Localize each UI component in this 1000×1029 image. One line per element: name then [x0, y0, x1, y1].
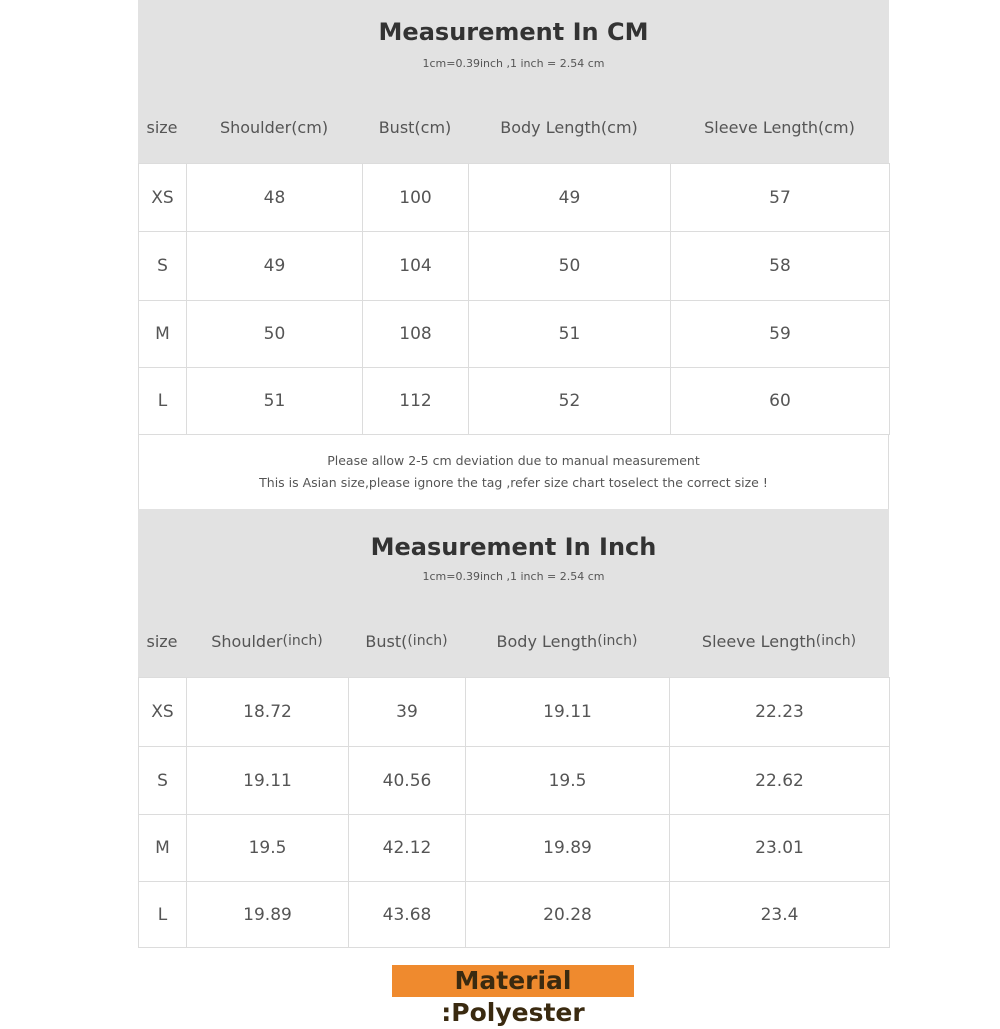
inch-subtitle: 1cm=0.39inch ,1 inch = 2.54 cm: [422, 570, 605, 583]
note-asian-size: This is Asian size,please ignore the tag ,refer size chart toselect the correct size !: [259, 475, 768, 490]
inch-header-row: [138, 624, 889, 658]
sleeve-length-cell: 60: [671, 368, 890, 435]
inch-header-bust: [348, 624, 465, 658]
table-row: [139, 368, 890, 435]
cm-header-block: [138, 0, 889, 163]
cm-header-size: size: [146, 117, 178, 137]
bust-cell: 40.56: [349, 747, 466, 815]
cm-table: [138, 163, 890, 435]
header-unit: (inch): [815, 633, 857, 649]
body-length-cell: 19.89: [466, 815, 670, 882]
body-length-cell: 50: [469, 232, 671, 301]
body-length-cell: 20.28: [466, 882, 670, 948]
bust-cell: 39: [349, 678, 466, 747]
header-main: Shoulder: [211, 631, 283, 651]
bust-cell: 104: [363, 232, 469, 301]
body-length-cell: 49: [469, 164, 671, 232]
body-length-cell: 19.11: [466, 678, 670, 747]
body-length-cell: 19.5: [466, 747, 670, 815]
bust-cell: 112: [363, 368, 469, 435]
cm-header-sleeve-length: Sleeve Length(cm): [704, 117, 855, 137]
size-cell: L: [139, 882, 187, 948]
inch-table: [138, 677, 890, 948]
table-row: [139, 678, 890, 747]
shoulder-cell: 19.89: [187, 882, 349, 948]
size-cell: M: [139, 301, 187, 368]
header-main: Sleeve Length: [701, 631, 816, 651]
size-cell: XS: [139, 164, 187, 232]
shoulder-cell: 50: [187, 301, 363, 368]
cm-header-bust: Bust(cm): [378, 117, 452, 137]
table-row: [139, 747, 890, 815]
shoulder-cell: 19.5: [187, 815, 349, 882]
bust-cell: 43.68: [349, 882, 466, 948]
header-main: Body Length: [496, 631, 598, 651]
bust-cell: 42.12: [349, 815, 466, 882]
header-main: Bust(: [365, 631, 408, 651]
note-deviation: Please allow 2-5 cm deviation due to manual measurement: [327, 453, 700, 468]
cm-title: Measurement In CM: [378, 18, 649, 46]
sleeve-length-cell: 58: [671, 232, 890, 301]
size-cell: L: [139, 368, 187, 435]
cm-header-row: [138, 110, 889, 144]
material-label: Material :Polyester: [392, 965, 634, 997]
table-row: [139, 232, 890, 301]
sleeve-length-cell: 59: [671, 301, 890, 368]
inch-section: [138, 509, 889, 948]
size-cell: S: [139, 232, 187, 301]
header-unit: (inch): [597, 633, 638, 649]
table-row: [139, 164, 890, 232]
header-unit: (inch): [282, 633, 323, 649]
inch-header-sleeve-length: [669, 624, 889, 658]
size-cell: S: [139, 747, 187, 815]
cm-header-body-length: Body Length(cm): [500, 117, 638, 137]
header-main: size: [146, 631, 178, 651]
sleeve-length-cell: 23.01: [670, 815, 890, 882]
inch-title: Measurement In Inch: [370, 533, 657, 561]
shoulder-cell: 19.11: [187, 747, 349, 815]
inch-header-body-length: [465, 624, 669, 658]
inch-header-block: [138, 509, 889, 677]
inch-header-shoulder: [186, 624, 348, 658]
sleeve-length-cell: 23.4: [670, 882, 890, 948]
table-row: [139, 882, 890, 948]
measurement-note: [138, 435, 889, 510]
header-unit: (inch): [407, 633, 448, 649]
shoulder-cell: 18.72: [187, 678, 349, 747]
bust-cell: 100: [363, 164, 469, 232]
size-cell: M: [139, 815, 187, 882]
shoulder-cell: 48: [187, 164, 363, 232]
body-length-cell: 51: [469, 301, 671, 368]
shoulder-cell: 51: [187, 368, 363, 435]
body-length-cell: 52: [469, 368, 671, 435]
sleeve-length-cell: 57: [671, 164, 890, 232]
inch-header-size: [138, 624, 186, 658]
sleeve-length-cell: 22.23: [670, 678, 890, 747]
sleeve-length-cell: 22.62: [670, 747, 890, 815]
cm-header-shoulder: Shoulder(cm): [219, 117, 329, 137]
table-row: [139, 815, 890, 882]
shoulder-cell: 49: [187, 232, 363, 301]
table-row: [139, 301, 890, 368]
cm-section: [138, 0, 889, 510]
size-cell: XS: [139, 678, 187, 747]
cm-subtitle: 1cm=0.39inch ,1 inch = 2.54 cm: [422, 57, 605, 70]
bust-cell: 108: [363, 301, 469, 368]
